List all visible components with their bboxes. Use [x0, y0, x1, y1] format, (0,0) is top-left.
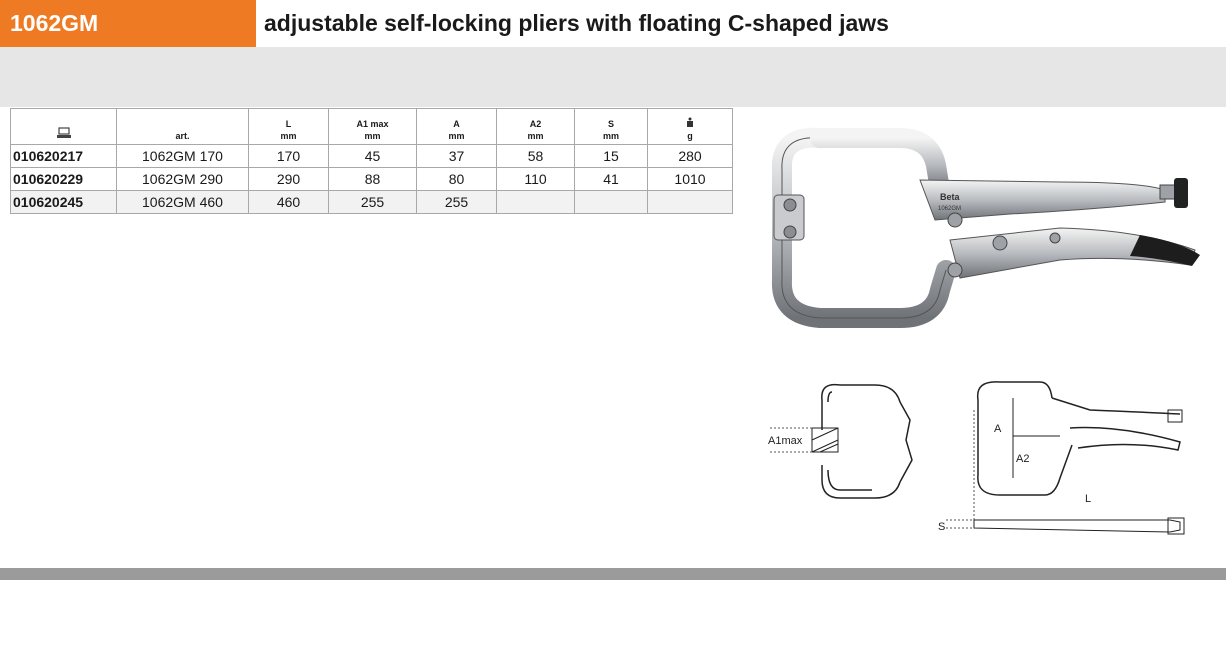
col-header-code: [11, 109, 117, 145]
col-header-a: A mm: [417, 109, 497, 145]
dimension-diagrams: [760, 370, 1200, 545]
header-band: [0, 47, 1226, 107]
table-row: 010620245 1062GM 460 460 255 255: [11, 191, 733, 214]
page-title: adjustable self-locking pliers with floating C-shaped jaws: [264, 10, 889, 36]
table-header-row: [11, 109, 733, 145]
label-a: A: [994, 423, 1002, 435]
spec-table: [10, 108, 733, 214]
table-row: 010620229 1062GM 290 290 88 80 110 41 1010: [11, 168, 733, 191]
col-header-art: art.: [117, 109, 249, 145]
col-header-a1max: A1 max mm: [329, 109, 417, 145]
label-a2: A2: [1016, 453, 1030, 465]
footer-bar: [0, 568, 1226, 580]
table-row: 010620217 1062GM 170 170 45 37 58 15 280: [11, 145, 733, 168]
col-header-l: L mm: [249, 109, 329, 145]
brand-label: Beta: [940, 192, 960, 202]
product-code: 1062GM: [10, 10, 99, 36]
col-header-a2: A2 mm: [497, 109, 575, 145]
label-l: L: [1085, 493, 1092, 505]
product-code-icon: [56, 131, 72, 141]
model-label: 1062GM: [938, 206, 962, 212]
label-a1max: A1max: [768, 435, 803, 447]
col-header-s: S mm: [575, 109, 648, 145]
col-header-weight: g: [648, 109, 733, 145]
weight-icon: [686, 119, 694, 129]
pliers-photo: [760, 110, 1210, 335]
product-code-banner: [0, 0, 256, 47]
label-s: S: [938, 521, 946, 533]
